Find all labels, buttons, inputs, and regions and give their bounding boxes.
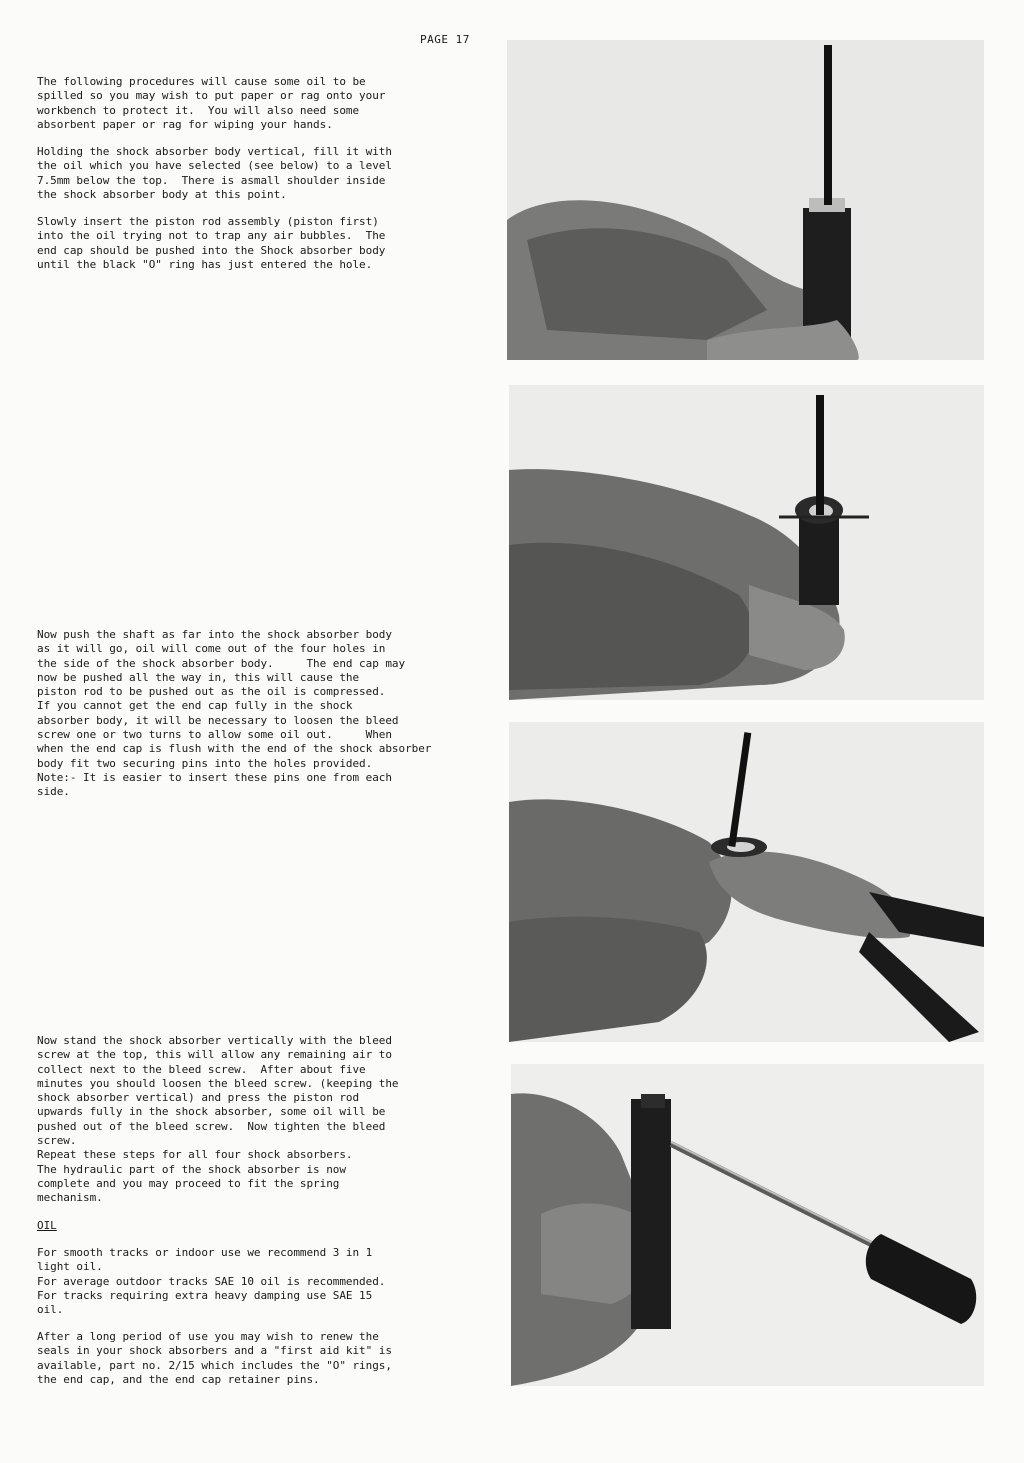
intro-paragraph: The following procedures will cause some oil to be spilled so you may wish to put paper or rag onto your workbench to protect it. You will also need some absorbent paper or rag for wiping your hands.: [37, 75, 386, 131]
photo-insert-piston-rod: [507, 40, 984, 360]
photo-pliers-pins: [509, 722, 984, 1042]
bleed-paragraph: Now stand the shock absorber vertically with the bleed screw at the top, this will allow any remaining air to collect next to the bleed screw. After about five minutes you should loosen the bleed screw. (keeping the shock absorber vertical) and press the piston rod upwards fully in the shock absorber, some oil will be pushed out of the bleed screw. Now tighten the bleed screw. Repeat these steps for all four shock absorbers. The hydraulic part of the shock absorber is now complete and you may proceed to fit the spring mechanism.: [37, 1034, 399, 1205]
oil-paragraph: For smooth tracks or indoor use we recommend 3 in 1 light oil. For average outdoor tracks SAE 10 oil is recommended. For tracks requiring extra heavy damping use SAE 15 oil.: [37, 1246, 386, 1317]
oil-heading: OIL: [37, 1219, 57, 1232]
photo-push-shaft: [509, 385, 984, 700]
insert-paragraph: Slowly insert the piston rod assembly (piston first) into the oil trying not to trap any air bubbles. The end cap should be pushed into the Shock absorber body until the black "O" ring has just entered the hole.: [37, 215, 386, 271]
kit-paragraph: After a long period of use you may wish to renew the seals in your shock absorbers and a "first aid kit" is available, part no. 2/15 which includes the "O" rings, the end cap, and the end cap retainer pins.: [37, 1330, 392, 1386]
fill-paragraph: Holding the shock absorber body vertical, fill it with the oil which you have selected (see below) to a level 7.5mm below the top. There is asmall shoulder inside the shock absorber body at this point.: [37, 145, 392, 201]
photo-bleed-screw: [511, 1064, 984, 1386]
push-paragraph: Now push the shaft as far into the shock absorber body as it will go, oil will come out of the four holes in the side of the shock absorber body. The end cap may now be pushed all the way in, this will cause the piston rod to be pushed out as the oil is compressed. If you cannot get the end cap fully in the shock absorber body, it will be necessary to loosen the bleed screw one or two turns to allow some oil out. When when the end cap is flush with the end of the shock absorber body fit two securing pins into the holes provided. Note:- It is easier to insert these pins one from each side.: [37, 628, 432, 799]
page-number: PAGE 17: [420, 33, 470, 46]
